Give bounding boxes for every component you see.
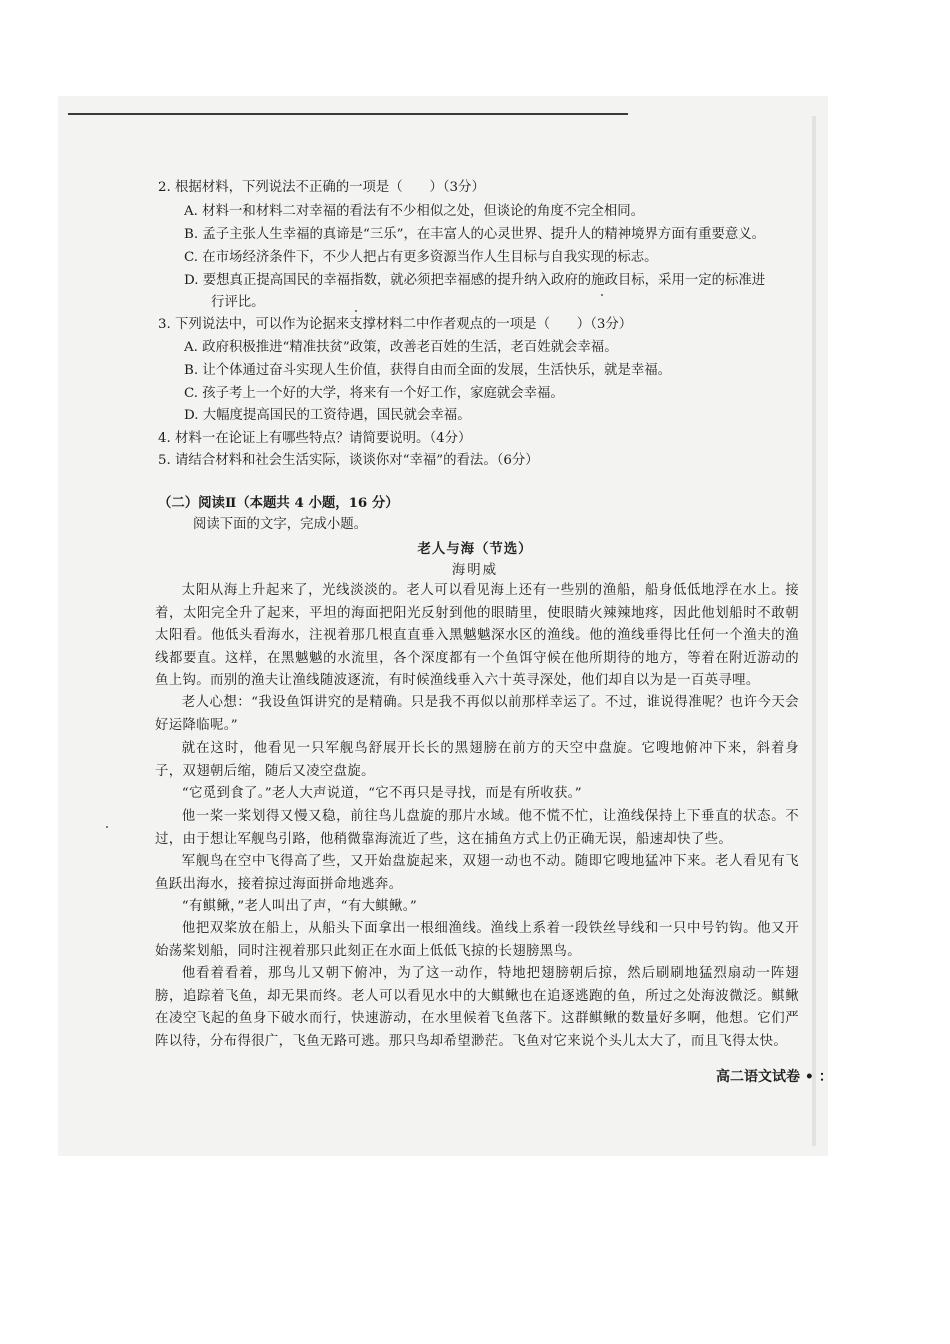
passage-paragraph: “有鲯鳅，”老人叫出了声，“有大鲯鳅。” (181, 899, 418, 914)
question-2-option-c: C. 在市场经济条件下，不少人把占有更多资源当作人生目标与自我实现的标志。 (184, 250, 658, 265)
section-heading: （二）阅读Ⅱ（本题共 4 小题，16 分） (158, 495, 399, 511)
question-2-option-a: A. 材料一和材料二对幸福的看法有不少相似之处，但谈论的角度不完全相同。 (184, 204, 645, 219)
scan-speck (355, 310, 357, 312)
question-2-option-d: D. 要想真正提高国民的幸福指数，就必须把幸福感的提升纳入政府的施政目标，采用一定的标准进 (184, 273, 766, 288)
question-5: 5. 请结合材料和社会生活实际，谈谈你对“幸福”的看法。（6分） (158, 453, 539, 468)
passage-paragraph: 他把双桨放在船上，从船头下面拿出一根细渔线。渔线上系着一段铁丝导线和一只中号钓钩。他又开始荡桨划船，同时注视着那只此刻正在水面上低低飞掠的长翅膀黑鸟。 (155, 921, 799, 959)
passage-paragraph: 太阳从海上升起来了，光线淡淡的。老人可以看见海上还有一些别的渔船，船身低低地浮在水上。接着，太阳完全升了起来，平坦的海面把阳光反射到他的眼睛里，使眼睛火辣辣地疼，因此他划船时不敢朝太阳看。他低头看海水，注视着那几根直直垂入黑魆魆深水区的渔线。他的渔线垂得比任何一个渔夫的渔线都要直。这样，在黑魆魆的水流里，各个深度都有一个鱼饵守候在他所期待的地方，等着在附近游动的鱼上钩。而别的渔夫让渔线随波逐流，有时候渔线垂入六十英寻深处，他们却自以为是一百英寻哩。 (155, 583, 799, 689)
passage-author: 海明威 (451, 563, 499, 578)
question-3-option-d: D. 大幅度提高国民的工资待遇，国民就会幸福。 (184, 408, 471, 423)
question-4: 4. 材料一在论证上有哪些特点？请简要说明。（4分） (158, 431, 472, 446)
page-edge-shadow (812, 116, 816, 1146)
passage-paragraph: 他看着看着，那鸟儿又朝下俯冲，为了这一动作，特地把翅膀朝后掠，然后刷刷地猛烈扇动一阵翅膀，追踪着飞鱼，却无果而终。老人可以看见水中的大鲯鳅也在追逐逃跑的鱼，所过之处海波微泛。鲯鳅在凌空飞起的鱼身下破水而行，快速游动，在水里候着飞鱼落下。这群鲯鳅的数量好多啊，他想。它们严阵以待，分布得很广，飞鱼无路可逃。那只鸟却希望渺茫。飞鱼对它来说个头儿太大了，而且飞得太快。 (155, 966, 799, 1049)
passage-paragraph: 军舰鸟在空中飞得高了些，又开始盘旋起来，双翅一动也不动。随即它嗖地猛冲下来。老人看见有飞鱼跃出海水，接着掠过海面拼命地逃奔。 (155, 854, 799, 892)
scan-speck (106, 826, 108, 828)
page-footer: 高二语文试卷 • ： (716, 1069, 833, 1085)
question-3-stem: 3. 下列说法中，可以作为论据来支撑材料二中作者观点的一项是（ ）（3分） (158, 317, 633, 332)
passage-paragraph: 他一桨一桨划得又慢又稳，前往鸟儿盘旋的那片水域。他不慌不忙，让渔线保持上下垂直的状态。不过，由于想让军舰鸟引路，他稍微靠海流近了些，这在捕鱼方式上仍正确无误，船速却快了些。 (155, 809, 799, 847)
passage-paragraph: 老人心想：“我设鱼饵讲究的是精确。只是我不再似以前那样幸运了。不过，谁说得准呢？也许今天会好运降临呢。” (155, 695, 799, 733)
question-3-option-a: A. 政府积极推进“精准扶贫”政策，改善老百姓的生活，老百姓就会幸福。 (184, 340, 618, 355)
question-3-option-b: B. 让个体通过奋斗实现人生价值，获得自由而全面的发展，生活快乐，就是幸福。 (184, 363, 672, 378)
scan-speck (601, 294, 603, 296)
question-2-option-d-continued: 行评比。 (211, 295, 265, 310)
passage-paragraph: 就在这时，他看见一只军舰鸟舒展开长长的黑翅膀在前方的天空中盘旋。它嗖地俯冲下来，斜着身子，双翅朝后缩，随后又凌空盘旋。 (155, 741, 799, 779)
passage-title: 老人与海（节选） (417, 541, 533, 557)
header-rule (68, 113, 628, 115)
section-instruction: 阅读下面的文字，完成小题。 (193, 517, 368, 532)
question-2-stem: 2. 根据材料，下列说法不正确的一项是（ ）（3分） (158, 180, 485, 195)
question-3-option-c: C. 孩子考上一个好的大学，将来有一个好工作，家庭就会幸福。 (184, 386, 564, 401)
passage-paragraph: “它觅到食了。”老人大声说道，“它不再只是寻找，而是有所收获。” (181, 786, 582, 801)
question-2-option-b: B. 孟子主张人生幸福的真谛是“三乐”，在丰富人的心灵世界、提升人的精神境界方面有重要意义。 (184, 227, 766, 242)
